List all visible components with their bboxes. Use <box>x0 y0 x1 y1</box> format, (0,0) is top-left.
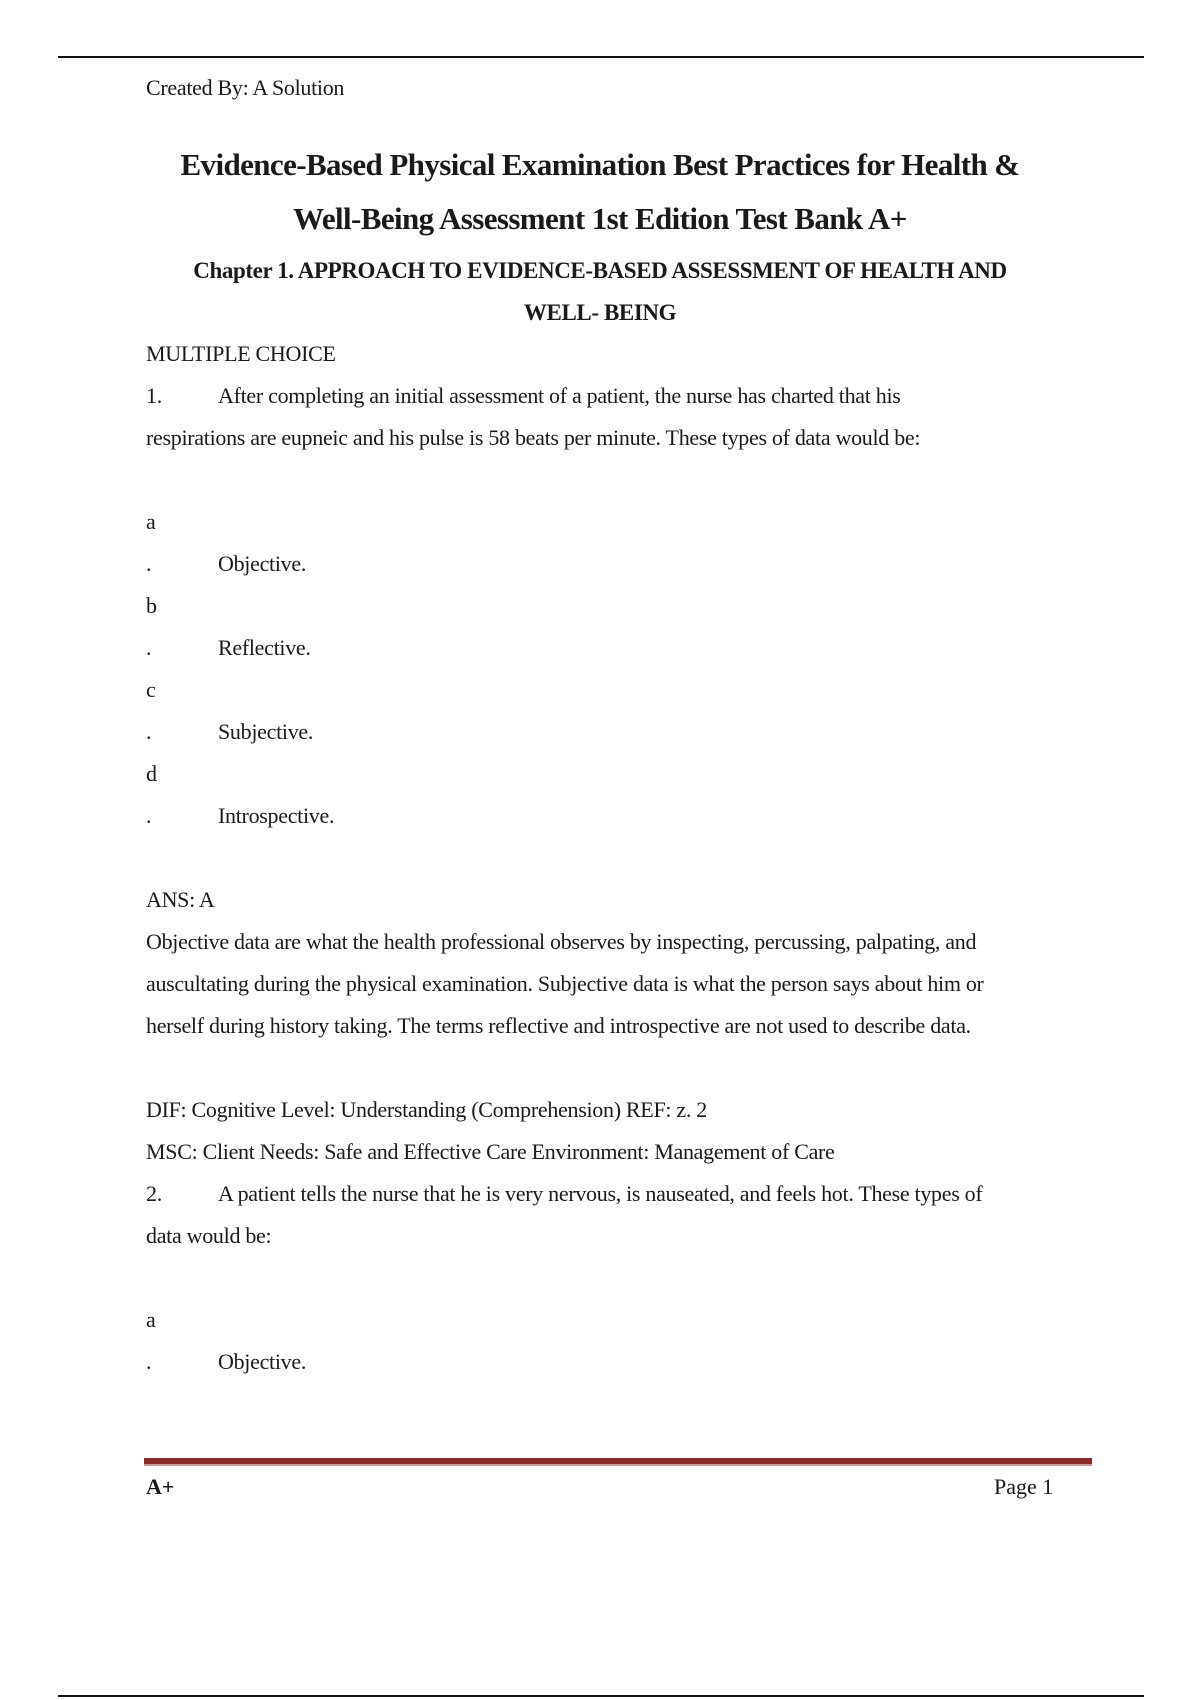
option-d-dot: . <box>146 803 152 828</box>
chapter-title-line-1: Chapter 1. APPROACH TO EVIDENCE-BASED ASSESSMENT OF HEALTH AND <box>193 258 1007 283</box>
option-c-text: Subjective. <box>218 719 314 744</box>
answer-line: ANS: A <box>146 887 215 912</box>
question-1-number: 1. <box>146 383 162 408</box>
rationale-line-1: Objective data are what the health professional observes by inspecting, percussing, palpating, and <box>146 929 977 954</box>
option-c-letter: c <box>146 677 156 702</box>
option-c-dot: . <box>146 719 152 744</box>
client-needs-line: MSC: Client Needs: Safe and Effective Care Environment: Management of Care <box>146 1139 835 1164</box>
created-by-header: Created By: A Solution <box>146 75 345 100</box>
document-title-line-2: Well-Being Assessment 1st Edition Test Bank A+ <box>293 201 907 236</box>
question-2-text-line-1: A patient tells the nurse that he is very nervous, is nauseated, and feels hot. These types of <box>218 1181 983 1206</box>
question-2-text-line-2: data would be: <box>146 1223 272 1248</box>
chapter-title-line-2: WELL- BEING <box>523 300 677 325</box>
option-b-dot: . <box>146 635 152 660</box>
bottom-rule <box>58 1695 1144 1697</box>
top-rule <box>58 56 1144 58</box>
document-title-line-1: Evidence-Based Physical Examination Best Practices for Health & <box>180 147 1020 182</box>
q2-option-a-text: Objective. <box>218 1349 307 1374</box>
footer-left-label: A+ <box>146 1474 175 1499</box>
question-1-text-line-2: respirations are eupneic and his pulse is 58 beats per minute. These types of data would be: <box>146 425 921 450</box>
question-2-number: 2. <box>146 1181 162 1206</box>
option-d-text: Introspective. <box>218 803 335 828</box>
option-d-letter: d <box>146 761 157 786</box>
q2-option-a-dot: . <box>146 1349 152 1374</box>
footer-divider <box>144 1458 1092 1466</box>
q2-option-a-letter: a <box>146 1307 156 1332</box>
difficulty-line: DIF: Cognitive Level: Understanding (Comprehension) REF: z. 2 <box>146 1097 707 1122</box>
option-a-dot: . <box>146 551 152 576</box>
option-b-letter: b <box>146 593 157 618</box>
page-number: Page 1 <box>994 1474 1054 1499</box>
rationale-line-3: herself during history taking. The terms reflective and introspective are not used to describe data. <box>146 1013 971 1038</box>
section-heading: MULTIPLE CHOICE <box>146 341 336 366</box>
option-a-text: Objective. <box>218 551 307 576</box>
option-b-text: Reflective. <box>218 635 311 660</box>
rationale-line-2: auscultating during the physical examination. Subjective data is what the person says about him or <box>146 971 984 996</box>
question-1-text-line-1: After completing an initial assessment of a patient, the nurse has charted that his <box>218 383 901 408</box>
option-a-letter: a <box>146 509 156 534</box>
